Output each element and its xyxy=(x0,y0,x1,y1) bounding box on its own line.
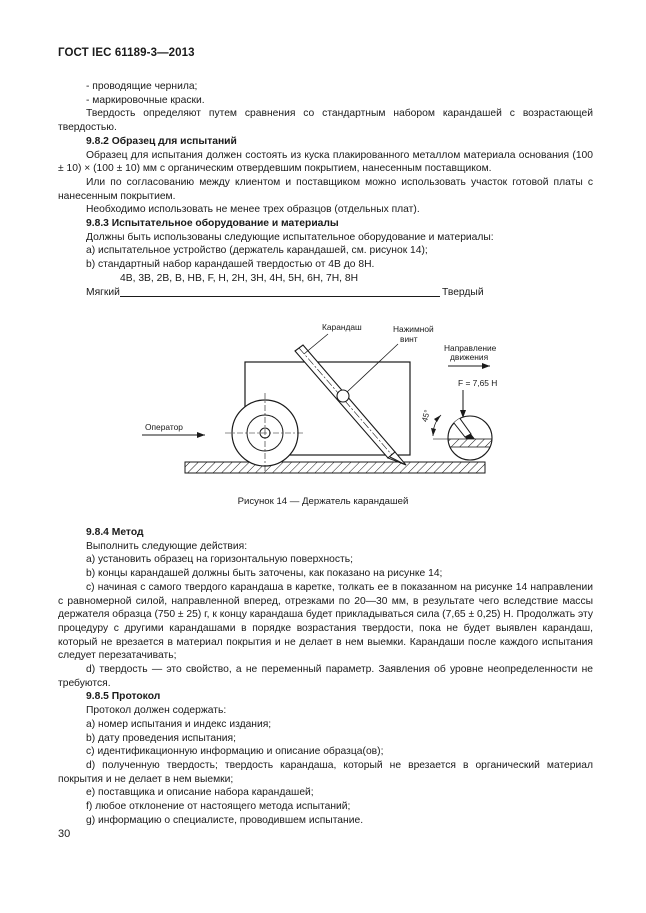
list-item: - проводящие чернила; xyxy=(86,81,198,92)
paragraph: Должны быть использованы следующие испытательное оборудование и материалы: xyxy=(86,231,494,243)
list-item: b) концы карандашей должны быть заточены, как показано на рисунке 14; xyxy=(86,568,443,580)
label-screw-1: Нажимной xyxy=(393,324,434,334)
label-direction-2: движения xyxy=(450,352,489,362)
section-heading-9-8-2: 9.8.2 Образец для испытаний xyxy=(86,135,237,147)
operator-arrow-icon xyxy=(142,432,205,438)
screw-leader xyxy=(347,344,398,392)
figure-caption: Рисунок 14 — Держатель карандашей xyxy=(237,496,409,507)
list-item: а) установить образец на горизонтальную поверхность; xyxy=(86,554,353,566)
direction-arrow-icon xyxy=(448,363,490,369)
label-operator: Оператор xyxy=(145,422,183,432)
label-angle: 45° xyxy=(420,408,432,423)
paragraph: Необходимо использовать не менее трех образцов (отдельных плат). xyxy=(86,204,420,216)
hard-label: Твердый xyxy=(442,286,484,298)
list-item: с) идентификационную информацию и описание образца(ов); xyxy=(86,746,384,758)
label-screw-2: винт xyxy=(400,334,418,344)
paragraph: Твердость определяют путем сравнения со стандартным набором карандашей с возрастающей твердостью. xyxy=(58,108,593,134)
list-item: - маркировочные краски. xyxy=(86,94,205,106)
text-block-bottom xyxy=(58,526,593,827)
list-item: g) информацию о специалисте, проводившем испытание. xyxy=(86,814,364,826)
section-heading-9-8-4: 9.8.4 Метод xyxy=(86,527,144,538)
pencil-holder-figure xyxy=(130,318,500,483)
standard-header: ГОСТ IEC 61189-3—2013 xyxy=(58,47,195,59)
hardness-scale-line xyxy=(58,286,593,300)
wheel xyxy=(225,393,305,473)
list-item: b) стандартный набор карандашей твердостью от 4B до 8H. xyxy=(86,259,375,271)
list-item: b) дату проведения испытания; xyxy=(86,732,236,744)
section-heading-9-8-5: 9.8.5 Протокол xyxy=(86,691,161,703)
angle-indicator xyxy=(431,415,448,439)
list-item: а) испытательное устройство (держатель карандашей, см. рисунок 14); xyxy=(86,245,428,257)
list-item: е) поставщика и описание набора карандашей; xyxy=(86,787,314,799)
page-number: 30 xyxy=(58,828,71,840)
paragraph: Образец для испытания должен состоять из куска плакированного металлом материала основания (100 ± 10) × (100 ± 10) мм с органическим отвердевшим покрытием, нанесенным поставщиком. xyxy=(58,149,593,175)
hardness-scale: 4B, 3B, 2B, B, HB, F, H, 2H, 3H, 4H, 5H, 6H, 7H, 8H xyxy=(120,272,359,284)
paragraph: Протокол должен содержать: xyxy=(86,705,227,717)
list-item: f) любое отклонение от настоящего метода испытаний; xyxy=(86,801,351,813)
list-item: с) начиная с самого твердого карандаша в каретке, толкать ее в показанном на рисунке 14 направлении с равномерной силой, направленной вперед, отрезками по 20—30 мм, в результате чего вследствие массы держателя образца (750 ± 25) г, к концу карандаша будет прикладываться сила (7,65 ± 0,25) H. Продолжать эту процедуру с другими карандашами в порядке возрастания твердости, пока не будет выявлен карандаш, который не врезается в материал покрытия и не делает в нем выемки. Карандаши после каждого испытания следует перезатачивать; xyxy=(58,581,593,662)
test-surface xyxy=(185,462,485,473)
pencil-leader xyxy=(304,334,328,354)
pencil xyxy=(295,345,406,465)
list-item: d) полученную твердость; твердость карандаша, который не врезается в органический материал покрытия и не делает в нем выемки; xyxy=(58,759,593,785)
label-direction-1: Направление xyxy=(444,343,497,353)
label-force: F = 7,65 H xyxy=(458,378,498,388)
soft-label: Мягкий xyxy=(86,286,120,298)
list-item: d) твердость — это свойство, а не переменный параметр. Заявления об уровне неопределенности не требуются. xyxy=(58,664,593,689)
label-pencil: Карандаш xyxy=(322,322,362,332)
list-item: а) номер испытания и индекс издания; xyxy=(86,718,272,730)
paragraph: Выполнить следующие действия: xyxy=(86,540,248,552)
section-heading-9-8-3: 9.8.3 Испытательное оборудование и материалы xyxy=(86,218,339,230)
pencil-tip-detail xyxy=(446,413,494,460)
text-block-top xyxy=(58,80,593,300)
paragraph: Или по согласованию между клиентом и поставщиком можно использовать участок готовой платы с нанесенным покрытием. xyxy=(58,176,593,202)
force-arrow-icon xyxy=(460,390,466,418)
scale-divider xyxy=(120,296,440,297)
